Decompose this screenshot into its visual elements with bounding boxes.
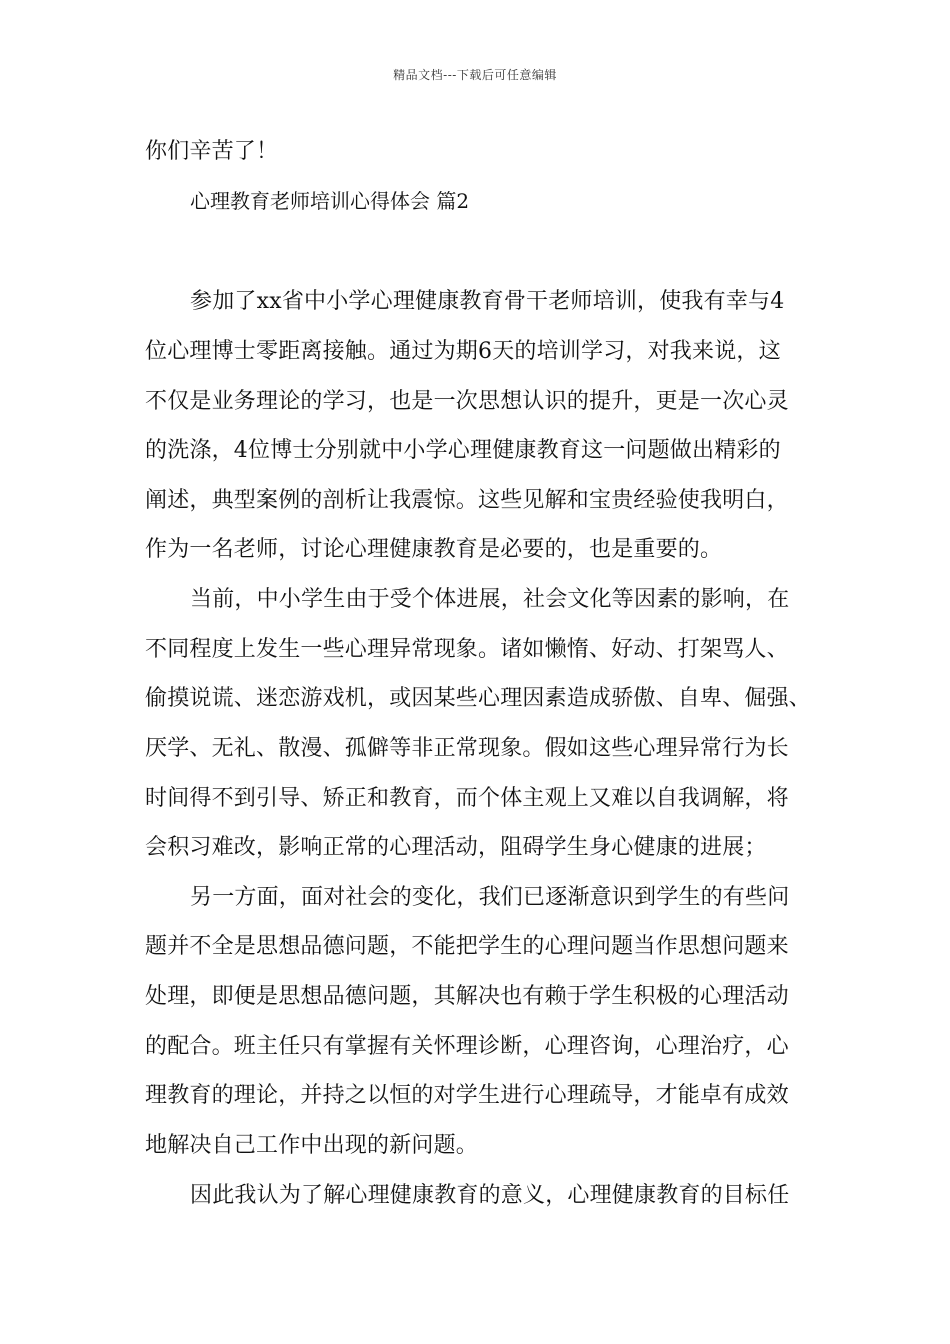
paragraph-line: 参加了xx省中小学心理健康教育骨干老师培训，使我有幸与4 [190,289,785,314]
paragraph-line: 不同程度上发生一些心理异常现象。诸如懒惰、好动、打架骂人、 [145,637,789,662]
paragraph-line: 地解决自己工作中出现的新问题。 [145,1133,479,1158]
paragraph-line: 偷摸说谎、迷恋游戏机，或因某些心理因素造成骄傲、自卑、倔强、 [145,686,812,711]
paragraph-line: 时间得不到引导、矫正和教育，而个体主观上又难以自我调解，将 [145,786,789,811]
paragraph-line: 处理，即便是思想品德问题，其解决也有赖于学生积极的心理活动 [145,984,789,1009]
section-title: 心理教育老师培训心得体会 篇2 [190,189,470,213]
paragraph-line: 另一方面，面对社会的变化，我们已逐渐意识到学生的有些问 [190,885,790,910]
paragraph-line: 题并不全是思想品德问题，不能把学生的心理问题当作思想问题来 [145,934,789,959]
paragraph-line: 不仅是业务理论的学习，也是一次思想认识的提升，更是一次心灵 [145,389,789,414]
paragraph-line: 作为一名老师，讨论心理健康教育是必要的，也是重要的。 [145,537,723,562]
closing-line: 你们辛苦了！ [145,139,279,164]
paragraph-line: 会积习难改，影响正常的心理活动，阻碍学生身心健康的进展； [145,835,767,860]
paragraph-line: 因此我认为了解心理健康教育的意义，心理健康教育的目标任 [190,1183,790,1208]
paragraph-line: 阐述，典型案例的剖析让我震惊。这些见解和宝贵经验使我明白， [145,488,789,513]
page-header: 精品文档---下载后可任意编辑 [393,68,557,82]
paragraph-line: 厌学、无礼、散漫、孤僻等非正常现象。假如这些心理异常行为长 [145,736,789,761]
paragraph-line: 理教育的理论，并持之以恒的对学生进行心理疏导，才能卓有成效 [145,1083,789,1108]
paragraph-line: 的配合。班主任只有掌握有关怀理诊断，心理咨询，心理治疗，心 [145,1034,789,1059]
paragraph-line: 位心理博士零距离接触。通过为期6天的培训学习，对我来说，这 [145,339,781,364]
paragraph-line: 当前，中小学生由于受个体进展，社会文化等因素的影响，在 [190,587,790,612]
paragraph-line: 的洗涤，4位博士分别就中小学心理健康教育这一问题做出精彩的 [145,438,781,463]
